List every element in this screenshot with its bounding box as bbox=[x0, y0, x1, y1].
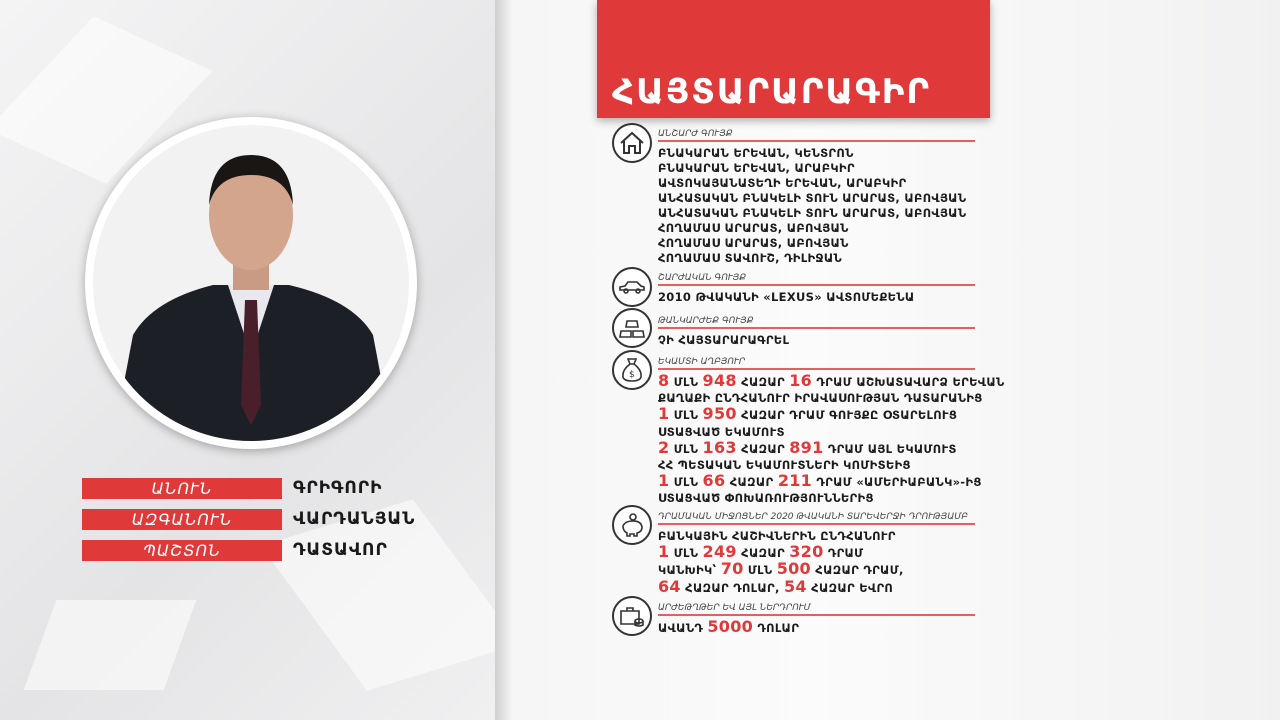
amount-number: 320 bbox=[789, 542, 824, 562]
amount-number: 163 bbox=[702, 437, 737, 457]
section-piggy-bank bbox=[658, 512, 978, 596]
amount-number: 950 bbox=[702, 404, 737, 424]
line-text: ԴՐԱՄ ԱՇԽԱՏԱՎԱՐՁ ԵՐԵՎԱՆ bbox=[812, 375, 1005, 389]
section-line bbox=[658, 371, 1005, 390]
section-gold-bars bbox=[658, 316, 978, 348]
money-bag-icon bbox=[612, 350, 652, 390]
surname-label: ԱԶԳԱՆՈՒՆ bbox=[82, 509, 282, 530]
line-text: ՀԱԶԱՐ ԵՎՐՈ bbox=[806, 580, 894, 595]
section-car bbox=[658, 273, 978, 305]
amount-number: 948 bbox=[702, 371, 737, 390]
line-text: ՉԻ ՀԱՅՏԱՐԱՐԱԳՐԵԼ bbox=[658, 333, 790, 347]
line-text: ՀԱԶԱՐ ԴՐԱՄ ԳՈՒՅՔԸ ՕՏԱՐԵԼՈՒՑ bbox=[736, 408, 958, 423]
line-text: ՀՈՂԱՄԱՍ ԱՐԱՐԱՏ, ԱԲՈՎՅԱՆ bbox=[658, 236, 849, 250]
portrait-photo bbox=[85, 117, 417, 449]
section-header: ՇԱՐԺԱԿԱՆ ԳՈՒՅՔ bbox=[658, 273, 975, 286]
position-label: ՊԱՇՏՈՆ bbox=[82, 540, 282, 561]
line-text: ՀԱԶԱՐ bbox=[736, 375, 790, 389]
line-text: ՀՀ ՊԵՏԱԿԱՆ ԵԿԱՄՈՒՏՆԵՐԻ ԿՈՄԻՏԵԻՑ bbox=[658, 458, 911, 473]
line-text: ՄԼՆ bbox=[743, 563, 777, 578]
car-icon bbox=[612, 267, 652, 307]
section-header: ԹԱՆԿԱՐԺԵՔ ԳՈՒՅՔ bbox=[658, 316, 975, 329]
line-text: ԴՈԼԱՐ bbox=[753, 621, 800, 635]
line-text: ՄԼՆ bbox=[669, 441, 703, 456]
amount-number: 1 bbox=[658, 542, 670, 562]
line-text: ՀԱԶԱՐ bbox=[736, 441, 790, 456]
line-text: ՍՏԱՑՎԱԾ ՓՈԽԱՌՈՒԹՅՈՒՆՆԵՐԻՑ bbox=[658, 491, 874, 506]
section-line bbox=[658, 146, 978, 161]
line-text: ԱՆՀԱՏԱԿԱՆ ԲՆԱԿԵԼԻ ՏՈՒՆ ԱՐԱՐԱՏ, ԱԲՈՎՅԱՆ bbox=[658, 191, 967, 205]
section-line bbox=[658, 406, 978, 423]
section-money-bag bbox=[658, 357, 1005, 507]
line-text: ՄԼՆ bbox=[669, 375, 703, 389]
line-text: ՀՈՂԱՄԱՍ ԱՐԱՐԱՏ, ԱԲՈՎՅԱՆ bbox=[658, 221, 849, 235]
section-line bbox=[658, 561, 978, 578]
section-line bbox=[658, 437, 978, 457]
section-line bbox=[658, 333, 978, 348]
section-header: ԱՆՇԱՐԺ ԳՈՒՅՔ bbox=[658, 129, 975, 142]
page-title: ՀԱՅՏԱՐԱՐԱԳԻՐ bbox=[612, 72, 932, 112]
line-text: ՔԱՂԱՔԻ ԸՆԴՀԱՆՈՒՐ ԻՐԱՎԱՍՈՒԹՅԱՆ ԴԱՏԱՐԱՆԻՑ bbox=[658, 391, 983, 406]
section-line bbox=[658, 221, 978, 236]
amount-number: 891 bbox=[789, 437, 824, 457]
amount-number: 500 bbox=[776, 559, 811, 579]
briefcase-icon bbox=[612, 596, 652, 636]
section-house bbox=[658, 129, 978, 266]
line-text: ՄԼՆ bbox=[669, 475, 703, 490]
amount-number: 1 bbox=[658, 404, 670, 424]
section-line bbox=[658, 236, 978, 251]
amount-number: 5000 bbox=[707, 617, 754, 636]
line-text: ԱՎԱՆԴ bbox=[658, 621, 708, 635]
line-text: ԿԱՆԽԻԿ՝ bbox=[658, 563, 721, 578]
line-text: ԴՐԱՄ ԱՅԼ ԵԿԱՄՈՒՏ bbox=[823, 441, 957, 456]
section-line bbox=[658, 471, 982, 491]
section-briefcase bbox=[658, 603, 978, 636]
line-text: ՀԱԶԱՐ bbox=[736, 546, 790, 561]
section-line bbox=[658, 619, 978, 636]
amount-number: 66 bbox=[702, 471, 726, 491]
line-text: ԴՐԱՄ «ԱՄԵՐԻԱԲԱՆԿ»-ԻՑ bbox=[812, 475, 982, 490]
line-text: ՀԱԶԱՐ ԴՐԱՄ, bbox=[811, 563, 904, 578]
line-text: ՀԱԶԱՐ ԴՈԼԱՐ, bbox=[680, 580, 784, 595]
line-text: ՍՏԱՑՎԱԾ ԵԿԱՄՈՒՏ bbox=[658, 424, 785, 439]
line-text: ՄԼՆ bbox=[669, 408, 703, 423]
piggy-bank-icon bbox=[612, 505, 652, 545]
gold-bars-icon bbox=[612, 308, 652, 348]
name-label: ԱՆՈՒՆ bbox=[82, 478, 282, 499]
amount-number: 2 bbox=[658, 437, 670, 457]
line-text: ԱՎՏՈԿԱՅԱՆԱՏԵՂԻ ԵՐԵՎԱՆ, ԱՐԱԲԿԻՐ bbox=[658, 176, 907, 190]
line-text: 2010 ԹՎԱԿԱՆԻ «LEXUS» ԱՎՏՈՄԵՔԵՆԱ bbox=[658, 290, 915, 304]
section-line bbox=[658, 251, 978, 266]
amount-number: 1 bbox=[658, 471, 670, 491]
house-icon bbox=[612, 123, 652, 163]
section-line bbox=[658, 206, 978, 221]
svg-text:$: $ bbox=[629, 370, 635, 380]
amount-number: 16 bbox=[789, 371, 813, 390]
amount-number: 64 bbox=[658, 576, 681, 596]
section-line bbox=[658, 290, 978, 305]
line-text: ԱՆՀԱՏԱԿԱՆ ԲՆԱԿԵԼԻ ՏՈՒՆ ԱՐԱՐԱՏ, ԱԲՈՎՅԱՆ bbox=[658, 206, 967, 220]
amount-number: 8 bbox=[658, 371, 670, 390]
section-line bbox=[658, 191, 978, 206]
amount-number: 70 bbox=[720, 559, 744, 579]
section-line bbox=[658, 176, 978, 191]
section-header: ԴՐԱՄԱԿԱՆ ՄԻՋՈՑՆԵՐ 2020 ԹՎԱԿԱՆԻ ՏԱՐԵՎԵՐՋԻ ԴՐՈՒԹՅԱՄԲ bbox=[658, 512, 975, 525]
amount-number: 249 bbox=[702, 542, 737, 562]
line-text: ՀՈՂԱՄԱՍ ՏԱՎՈՒՇ, ԴԻԼԻՋԱՆ bbox=[658, 251, 843, 265]
surname-value: ՎԱՐԴԱՆՅԱՆ bbox=[293, 509, 416, 529]
line-text: ՄԼՆ bbox=[669, 546, 703, 561]
line-text: ՀԱԶԱՐ bbox=[725, 475, 778, 490]
line-text: ԴՐԱՄ bbox=[823, 546, 864, 561]
line-text: ԲՆԱԿԱՐԱՆ ԵՐԵՎԱՆ, ԿԵՆՏՐՈՆ bbox=[658, 146, 854, 160]
section-line bbox=[658, 490, 978, 506]
amount-number: 54 bbox=[783, 576, 807, 596]
section-header: ԵԿԱՄՏԻ ԱՂԲՅՈՒՐ bbox=[658, 357, 975, 370]
section-header: ԱՐԺԵԹՂԹԵՐ ԵՎ ԱՅԼ ՆԵՐԴՐՈՒՄ bbox=[658, 603, 975, 616]
line-text: ԲԱՆԿԱՅԻՆ ՀԱՇԻՎՆԵՐԻՆ ԸՆԴՀԱՆՈՒՐ bbox=[658, 529, 896, 543]
section-line bbox=[658, 161, 978, 176]
amount-number: 211 bbox=[777, 471, 813, 491]
section-line bbox=[658, 576, 978, 596]
line-text: ԲՆԱԿԱՐԱՆ ԵՐԵՎԱՆ, ԱՐԱԲԿԻՐ bbox=[658, 161, 855, 175]
section-line bbox=[658, 544, 978, 561]
name-value: ԳՐԻԳՈՐԻ bbox=[293, 478, 383, 498]
position-value: ԴԱՏԱՎՈՐ bbox=[293, 540, 388, 560]
